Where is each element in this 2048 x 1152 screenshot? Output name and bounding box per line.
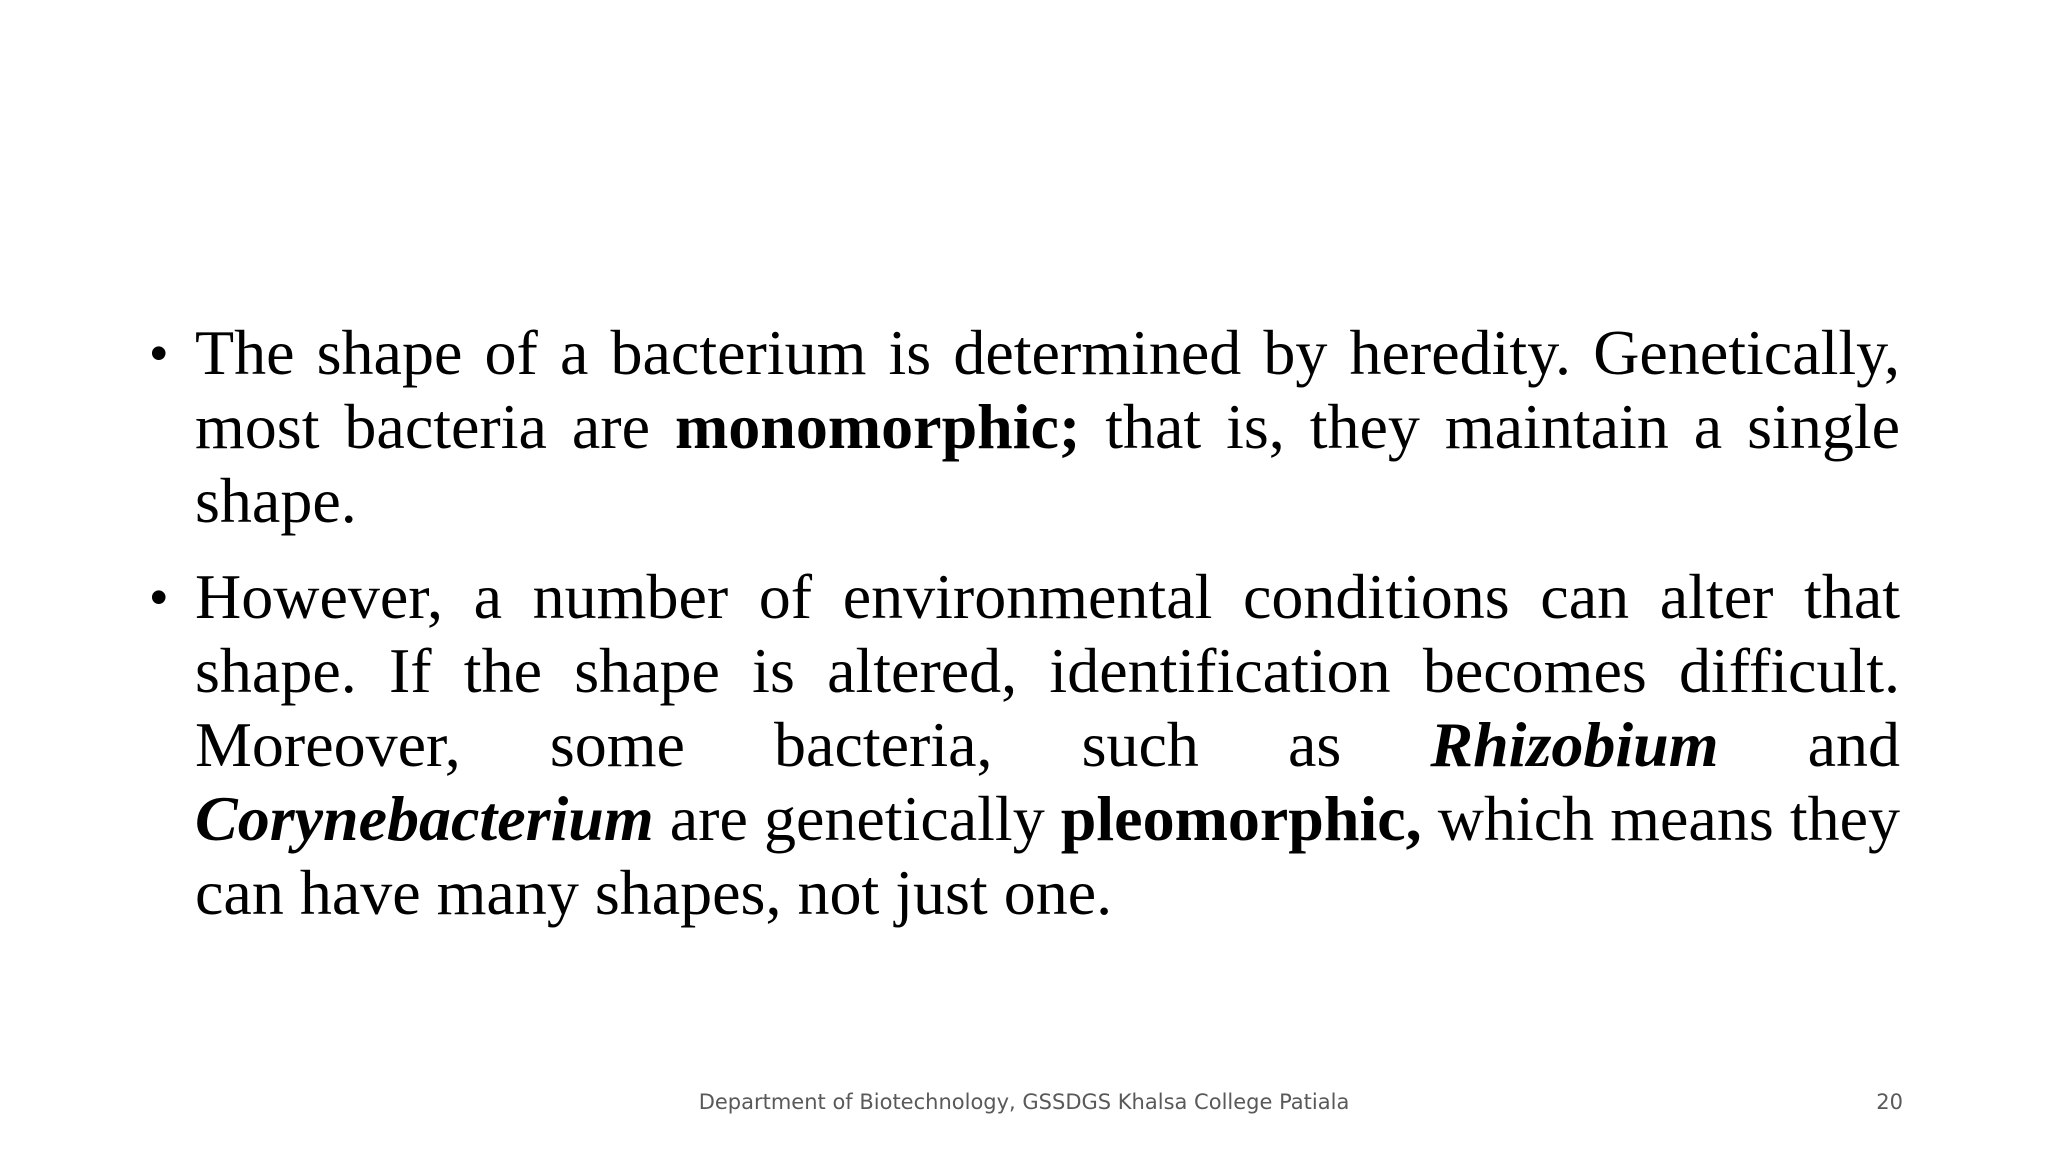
text-run: which means they can have many shapes, not just one. (195, 783, 1900, 928)
term-pleomorphic: pleomorphic, (1060, 783, 1422, 854)
text-run: are genetically (653, 783, 1061, 854)
bullet-list (150, 316, 1900, 952)
term-monomorphic: monomorphic; (674, 391, 1081, 462)
bullet-marker: • (150, 325, 168, 381)
text-run: and (1718, 709, 1900, 780)
term-corynebacterium: Corynebacterium (195, 783, 654, 854)
bullet-marker: • (150, 569, 168, 625)
text-run: However, a number of environmental conditions can alter that shape. If the shape is altered, identification becomes difficult. Moreover, some bacteria, such as (195, 561, 1900, 780)
footer-text: Department of Biotechnology, GSSDGS Khalsa College Patiala (698, 1090, 1350, 1114)
text-run: that is, they maintain a single shape. (195, 391, 1900, 536)
bullet-item-environment (150, 560, 1900, 930)
bullet-item-heredity (150, 316, 1900, 538)
page-number: 20 (1876, 1090, 1903, 1114)
text-run: The shape of a bacterium is determined by heredity. Genetically, most bacteria are (195, 317, 1900, 462)
term-rhizobium: Rhizobium (1430, 709, 1719, 780)
